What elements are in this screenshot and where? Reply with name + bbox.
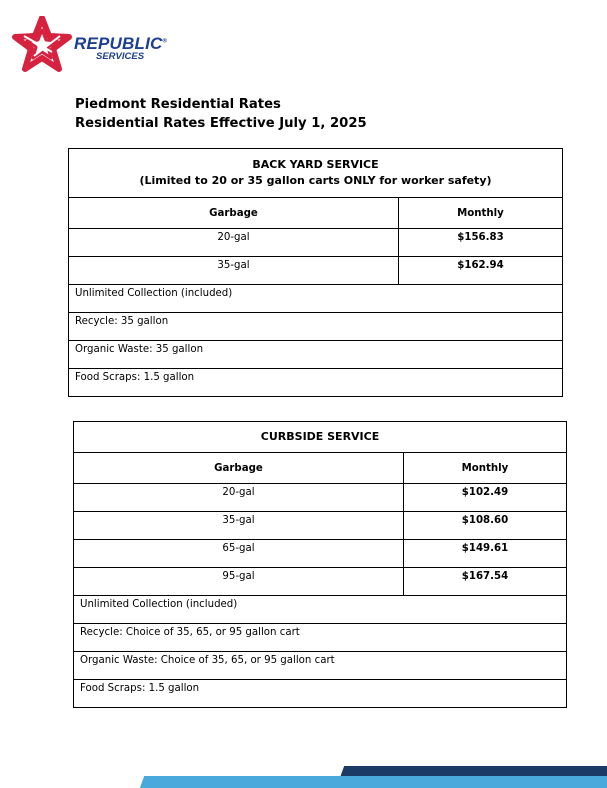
backyard-title: BACK YARD SERVICE — [252, 158, 379, 171]
table-row — [69, 369, 563, 397]
backyard-note: Food Scraps: 1.5 gallon — [75, 372, 195, 383]
backyard-price: $156.83 — [457, 232, 504, 243]
curbside-size: 35-gal — [222, 515, 255, 526]
page-heading — [75, 95, 367, 133]
heading-line-2: Residential Rates Effective July 1, 2025 — [75, 116, 367, 131]
curbside-price: $149.61 — [461, 543, 509, 554]
curbside-price: $108.60 — [461, 515, 509, 526]
table-row — [69, 229, 563, 257]
backyard-size: 35-gal — [217, 260, 250, 271]
republic-services-logo — [12, 16, 182, 74]
curbside-note: Unlimited Collection (included) — [80, 599, 238, 610]
footer-bar-light — [140, 776, 607, 788]
brand-sub: SERVICES — [96, 51, 145, 62]
star-logo-icon — [12, 16, 72, 74]
curbside-service-table — [73, 421, 567, 708]
backyard-garbage-header: Garbage — [69, 198, 399, 229]
curbside-title: CURBSIDE SERVICE — [260, 430, 380, 443]
curbside-note: Organic Waste: Choice of 35, 65, or 95 gallon cart — [80, 655, 335, 666]
backyard-monthly-header: Monthly — [399, 198, 563, 229]
backyard-title-cell — [69, 149, 563, 198]
curbside-price: $167.54 — [461, 571, 509, 582]
curbside-size: 20-gal — [222, 487, 255, 498]
table-row — [74, 484, 567, 512]
curbside-note: Recycle: Choice of 35, 65, or 95 gallon cart — [80, 627, 300, 638]
table-row — [74, 680, 567, 708]
curbside-size: 95-gal — [222, 571, 255, 582]
curbside-title-cell — [74, 422, 567, 453]
brand-name: REPUBLIC® — [74, 34, 168, 53]
table-row — [74, 652, 567, 680]
backyard-note: Organic Waste: 35 gallon — [75, 344, 204, 355]
table-row — [74, 596, 567, 624]
table-row — [69, 285, 563, 313]
table-row — [74, 512, 567, 540]
table-row — [74, 568, 567, 596]
curbside-size: 65-gal — [222, 543, 255, 554]
table-row — [74, 624, 567, 652]
heading-line-1: Piedmont Residential Rates — [75, 97, 281, 112]
backyard-note: Recycle: 35 gallon — [75, 316, 169, 327]
curbside-garbage-header: Garbage — [74, 453, 404, 484]
backyard-service-table — [68, 148, 563, 397]
table-row — [69, 257, 563, 285]
table-row — [74, 540, 567, 568]
backyard-note: Unlimited Collection (included) — [75, 288, 233, 299]
curbside-price: $102.49 — [461, 487, 509, 498]
curbside-monthly-header: Monthly — [404, 453, 567, 484]
backyard-price: $162.94 — [457, 260, 504, 271]
table-row — [69, 341, 563, 369]
curbside-note: Food Scraps: 1.5 gallon — [80, 683, 200, 694]
backyard-size: 20-gal — [217, 232, 250, 243]
backyard-subtitle: (Limited to 20 or 35 gallon carts ONLY for worker safety) — [139, 174, 492, 187]
table-row — [69, 313, 563, 341]
